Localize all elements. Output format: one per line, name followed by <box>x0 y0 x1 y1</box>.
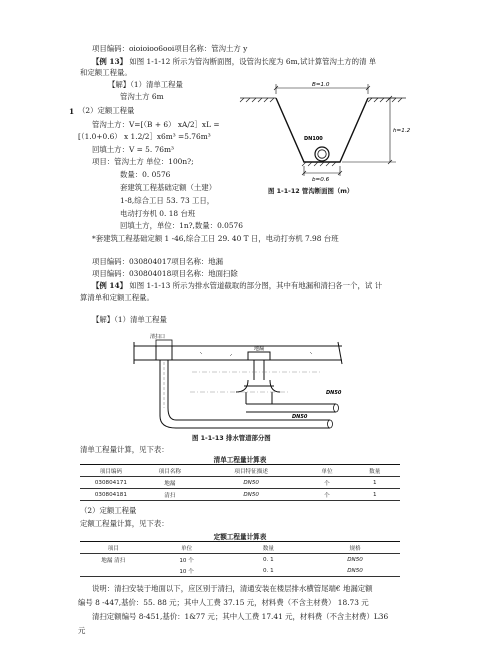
ex13-note: *套建筑工程基础定额 1 -46,综合工日 29. 40 T 日，电动打夯机 7.98 台班 <box>92 234 339 243</box>
de-col-spec: 规格 <box>310 542 400 554</box>
de-table-header-row <box>80 542 400 554</box>
ex14-problem-line2: 算清单和定额工程量。 <box>80 293 154 302</box>
floor-drain <box>248 352 270 360</box>
pipe-label: DN100 <box>304 136 323 142</box>
ex13-calc2: [（1.0+0.6） x 1.2/2］x6m³ =5.76m³ <box>78 132 211 141</box>
dim-right-label: h=1.2 <box>393 128 411 134</box>
ex14-tag: 【例 14】 <box>92 281 128 290</box>
ex13-dinge: 1-8,综合工日 53. 73 工日， <box>120 196 215 205</box>
table-cell <box>80 565 147 577</box>
ex13-jie: 【解】（1）清单工程量 <box>108 80 183 89</box>
table-cell: 清扫 <box>142 489 198 501</box>
table-cell: 1 <box>349 489 400 501</box>
ex14-note3: 清扫定额编号 8-451,基价：1&77 元；其中人工费 17.41 元，材料费（不含主材费）L36 <box>92 612 389 621</box>
qd-col-unit: 单位 <box>304 465 349 477</box>
de-table <box>80 541 400 577</box>
table-cell: DN50 <box>198 477 305 489</box>
ex14-header1-text: 项目编码：030804017项目名称：地漏 <box>92 257 224 266</box>
ex14-problem-line1 <box>92 281 382 290</box>
de-col-qty: 数量 <box>227 542 311 554</box>
table-cell: 1 <box>349 477 400 489</box>
ex14-note2: 编号 8 -447,基价：55. 88 元；其中人工费 37.15 元，材料费（不含主材费） 18.73 元 <box>78 598 369 607</box>
ex14-de-title: （2）定额工程量 <box>80 506 137 515</box>
ex14-problem-text: 如图 1-1-13 所示为排水管道截取的部分图，其中有地漏和清扫各一个，试 计 <box>129 281 382 290</box>
fig13-caption: 图 1-1-13 排水管道部分图 <box>192 434 271 442</box>
trench-section-figure <box>236 80 426 202</box>
ex14-note4: 元 <box>78 626 86 635</box>
dim-top-label: B=1.0 <box>312 82 330 88</box>
ex13-machine: 电动打夯机 0. 18 台班 <box>120 209 196 218</box>
ex14-header2: 项目编码：030804018项目名称：地面扫除 <box>92 269 238 278</box>
dim-bottom-label: b=0.6 <box>312 177 330 183</box>
de-col-unit: 单位 <box>147 542 227 554</box>
qd-col-name: 项目名称 <box>142 465 198 477</box>
drain-pipe-figure <box>130 332 350 438</box>
floor-drain-label: 地漏 <box>254 346 265 352</box>
qd-table-title: 清单工程量计算表 <box>213 456 267 464</box>
pipe-circle <box>315 147 329 161</box>
de-table-title: 定额工程量计算表 <box>213 533 267 541</box>
table-cell: 0. 1 <box>227 565 311 577</box>
table-row <box>80 489 400 501</box>
table-cell: DN50 <box>198 489 305 501</box>
qd-col-qty: 数量 <box>349 465 400 477</box>
ex13-header: 项目编码：oioioioo6ooi项目名称：管沟土方 y <box>92 44 248 53</box>
pipe-right-label: DN50 <box>326 390 342 396</box>
ex13-side-mark: 1 <box>69 107 75 116</box>
ex14-header1 <box>92 257 223 266</box>
table-cell: 030804171 <box>80 477 142 489</box>
ex13-problem-line1 <box>92 57 376 66</box>
pipe-bottom-label: DN50 <box>292 414 308 420</box>
ex14-de-intro: 定额工程量计算，见下表： <box>80 519 169 528</box>
table-cell: DN50 <box>347 556 363 563</box>
table-cell: 个 <box>304 489 349 501</box>
ex13-de-title: （2）定额工程量 <box>78 106 135 115</box>
qd-table-header-row <box>80 465 400 477</box>
table-cell: 10 个 <box>179 557 194 564</box>
ex13-problem-text: 如图 1-1-12 所示为管沟断面图，设管沟长度为 6m,试计算管沟土方的清 单 <box>129 57 377 66</box>
table-cell: 10 个 <box>147 565 227 577</box>
ex13-tag: 【例 13】 <box>92 57 128 66</box>
table-row <box>80 565 400 577</box>
qd-col-desc: 项目特征描述 <box>198 465 305 477</box>
table-row <box>80 477 400 489</box>
table-cell: 地漏 <box>142 477 198 489</box>
table-cell: 地漏 清扫 <box>101 557 126 564</box>
qd-col-code: 项目编码 <box>80 465 142 477</box>
de-col-item: 项目 <box>80 542 147 554</box>
table-cell: 个 <box>304 477 349 489</box>
ex14-note1: 说明：清扫安装于地面以下，应区别于清扫，清通安装在楼层排水横管尾端€ 地漏定额 <box>92 584 373 593</box>
ex13-count-line: 数量：0. 0576 <box>120 170 171 179</box>
ex13-calc1: 管沟土方：V=[（B + 6） xA/2］xL = <box>92 120 220 129</box>
cleanout-label: 清扫口 <box>150 334 166 340</box>
fig12-caption: 图 1-1-12 管沟断面图（m） <box>268 187 354 195</box>
ex13-qd-result: 管沟土方 6m <box>120 92 164 101</box>
table-cell: 030804181 <box>80 489 142 501</box>
ex13-item-line: 项目：管沟土方 单位：100n?; <box>92 157 194 166</box>
table-cell: 0. 1 <box>262 556 274 563</box>
ex14-jie: 【解】（1）清单工程量 <box>92 315 167 324</box>
ex13-huitian: 回填土方：V = 5. 76m³ <box>92 145 174 154</box>
table-row <box>80 554 400 566</box>
ex13-problem-line2: 和定额工程量。 <box>80 68 132 77</box>
table-cell: DN50 <box>310 565 400 577</box>
ex13-taoyong: 套建筑工程基础定额（土建） <box>120 183 217 192</box>
ex13-huitian2: 回填土方，单位：1n?,数量：0.0576 <box>120 221 243 230</box>
ex14-qd-intro: 清单工程量计算，见下表： <box>80 445 169 454</box>
qd-table <box>80 464 400 501</box>
